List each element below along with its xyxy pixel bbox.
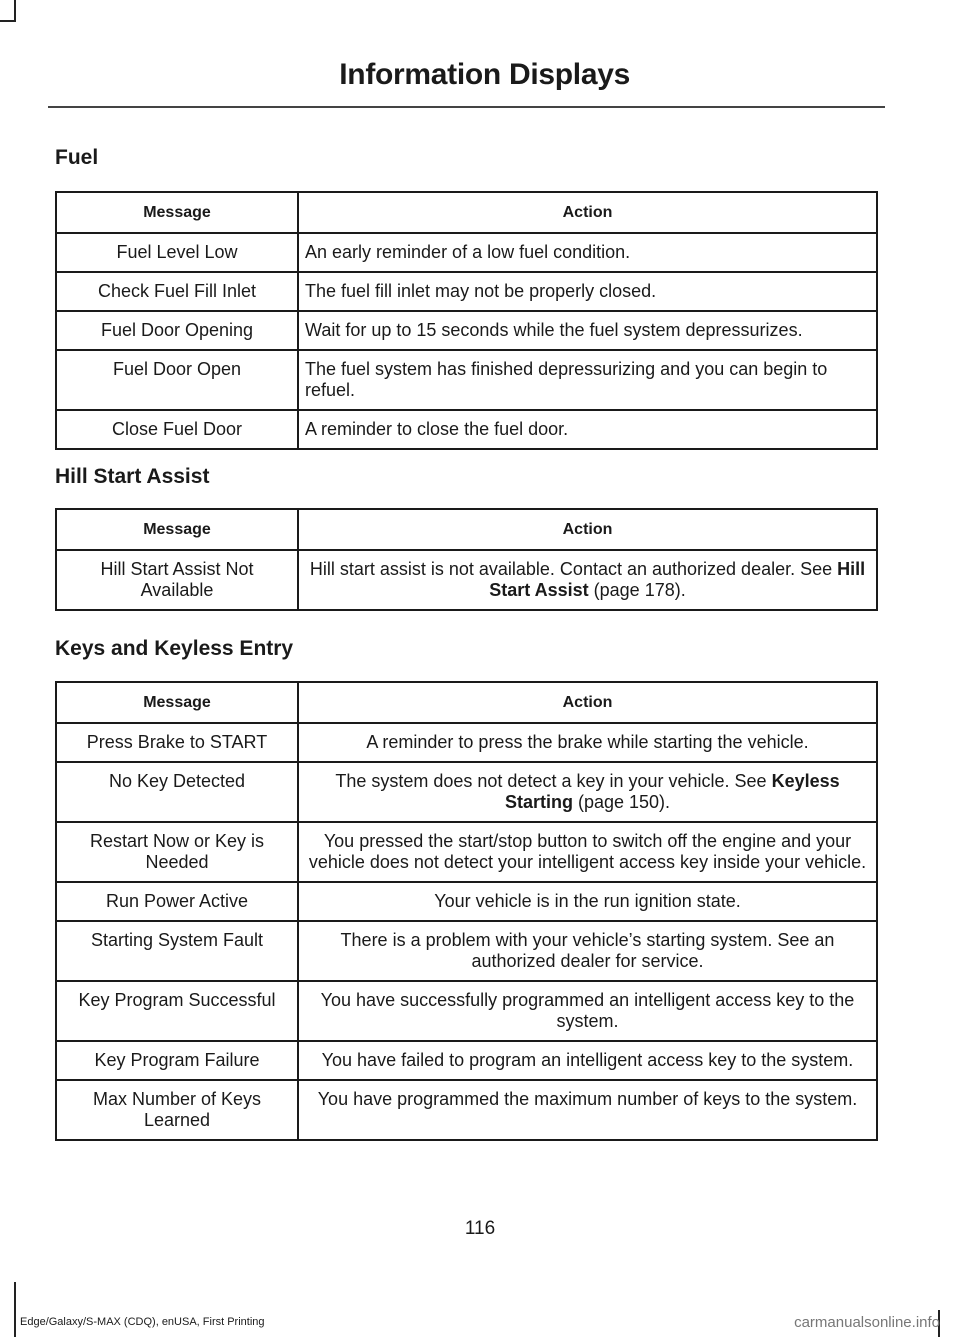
page-title: Information Displays [339,58,630,91]
cross-reference-link[interactable]: Keyless Starting [504,771,840,812]
message-cell: Key Program Successful [56,981,298,1041]
table-header-row [56,192,877,233]
column-header-action: Action [298,192,877,233]
action-cell: There is a problem with your vehicle’s starting system. See an authorized dealer for service. [298,921,877,981]
crop-mark [14,1282,16,1337]
column-header-action: Action [298,509,877,550]
action-cell: The fuel fill inlet may not be properly closed. [298,272,877,311]
page-reference: (page 178). [593,580,686,600]
table-row [56,350,877,410]
action-cell: Wait for up to 15 seconds while the fuel system depressurizes. [298,311,877,350]
action-cell: You have failed to program an intelligent access key to the system. [298,1041,877,1080]
table-header-row [56,682,877,723]
action-cell [298,762,877,822]
message-cell: Fuel Door Opening [56,311,298,350]
table-row [56,550,877,610]
page-number: 116 [464,1218,496,1239]
table-row [56,921,877,981]
action-cell: The fuel system has finished depressurizing and you can begin to refuel. [298,350,877,410]
message-cell: Restart Now or Key is Needed [56,822,298,882]
message-cell: Fuel Level Low [56,233,298,272]
column-header-action: Action [298,682,877,723]
table-row [56,1080,877,1140]
hill-start-assist-table [55,508,878,611]
table-row [56,233,877,272]
column-header-message: Message [56,509,298,550]
message-cell: Check Fuel Fill Inlet [56,272,298,311]
table-row [56,1041,877,1080]
keys-table [55,681,878,1141]
section-title-hill-start-assist: Hill Start Assist [55,465,210,488]
message-cell: Max Number of Keys Learned [56,1080,298,1140]
footer-edition: Edge/Galaxy/S-MAX (CDQ), enUSA, First Printing [20,1316,265,1328]
table-row [56,272,877,311]
action-cell: You pressed the start/stop button to switch off the engine and your vehicle does not detect your intelligent access key inside your vehicle. [298,822,877,882]
action-cell: Your vehicle is in the run ignition state. [298,882,877,921]
table-row [56,723,877,762]
cross-reference-link[interactable]: Hill Start Assist [489,559,866,600]
crop-mark [14,0,16,22]
action-text: Hill start assist is not available. Contact an authorized dealer. See [309,559,833,579]
table-row [56,311,877,350]
message-cell: Key Program Failure [56,1041,298,1080]
action-cell: A reminder to close the fuel door. [298,410,877,449]
message-cell: Starting System Fault [56,921,298,981]
message-cell: Run Power Active [56,882,298,921]
page-reference: (page 150). [577,792,671,812]
message-cell: No Key Detected [56,762,298,822]
header-divider [48,106,885,108]
column-header-message: Message [56,192,298,233]
section-title-fuel: Fuel [55,146,99,169]
table-header-row [56,509,877,550]
table-row [56,410,877,449]
action-text: The system does not detect a key in your vehicle. See [335,771,767,791]
message-cell: Fuel Door Open [56,350,298,410]
action-cell: You have successfully programmed an intelligent access key to the system. [298,981,877,1041]
crop-mark [0,20,16,22]
table-row [56,882,877,921]
table-row [56,762,877,822]
section-title-keys: Keys and Keyless Entry [55,637,294,660]
fuel-table [55,191,878,450]
action-cell [298,550,877,610]
message-cell: Hill Start Assist Not Available [56,550,298,610]
action-cell: An early reminder of a low fuel condition. [298,233,877,272]
action-cell: A reminder to press the brake while starting the vehicle. [298,723,877,762]
table-row [56,981,877,1041]
table-row [56,822,877,882]
action-cell: You have programmed the maximum number of keys to the system. [298,1080,877,1140]
column-header-message: Message [56,682,298,723]
message-cell: Press Brake to START [56,723,298,762]
watermark: carmanualsonline.info [794,1314,940,1331]
message-cell: Close Fuel Door [56,410,298,449]
